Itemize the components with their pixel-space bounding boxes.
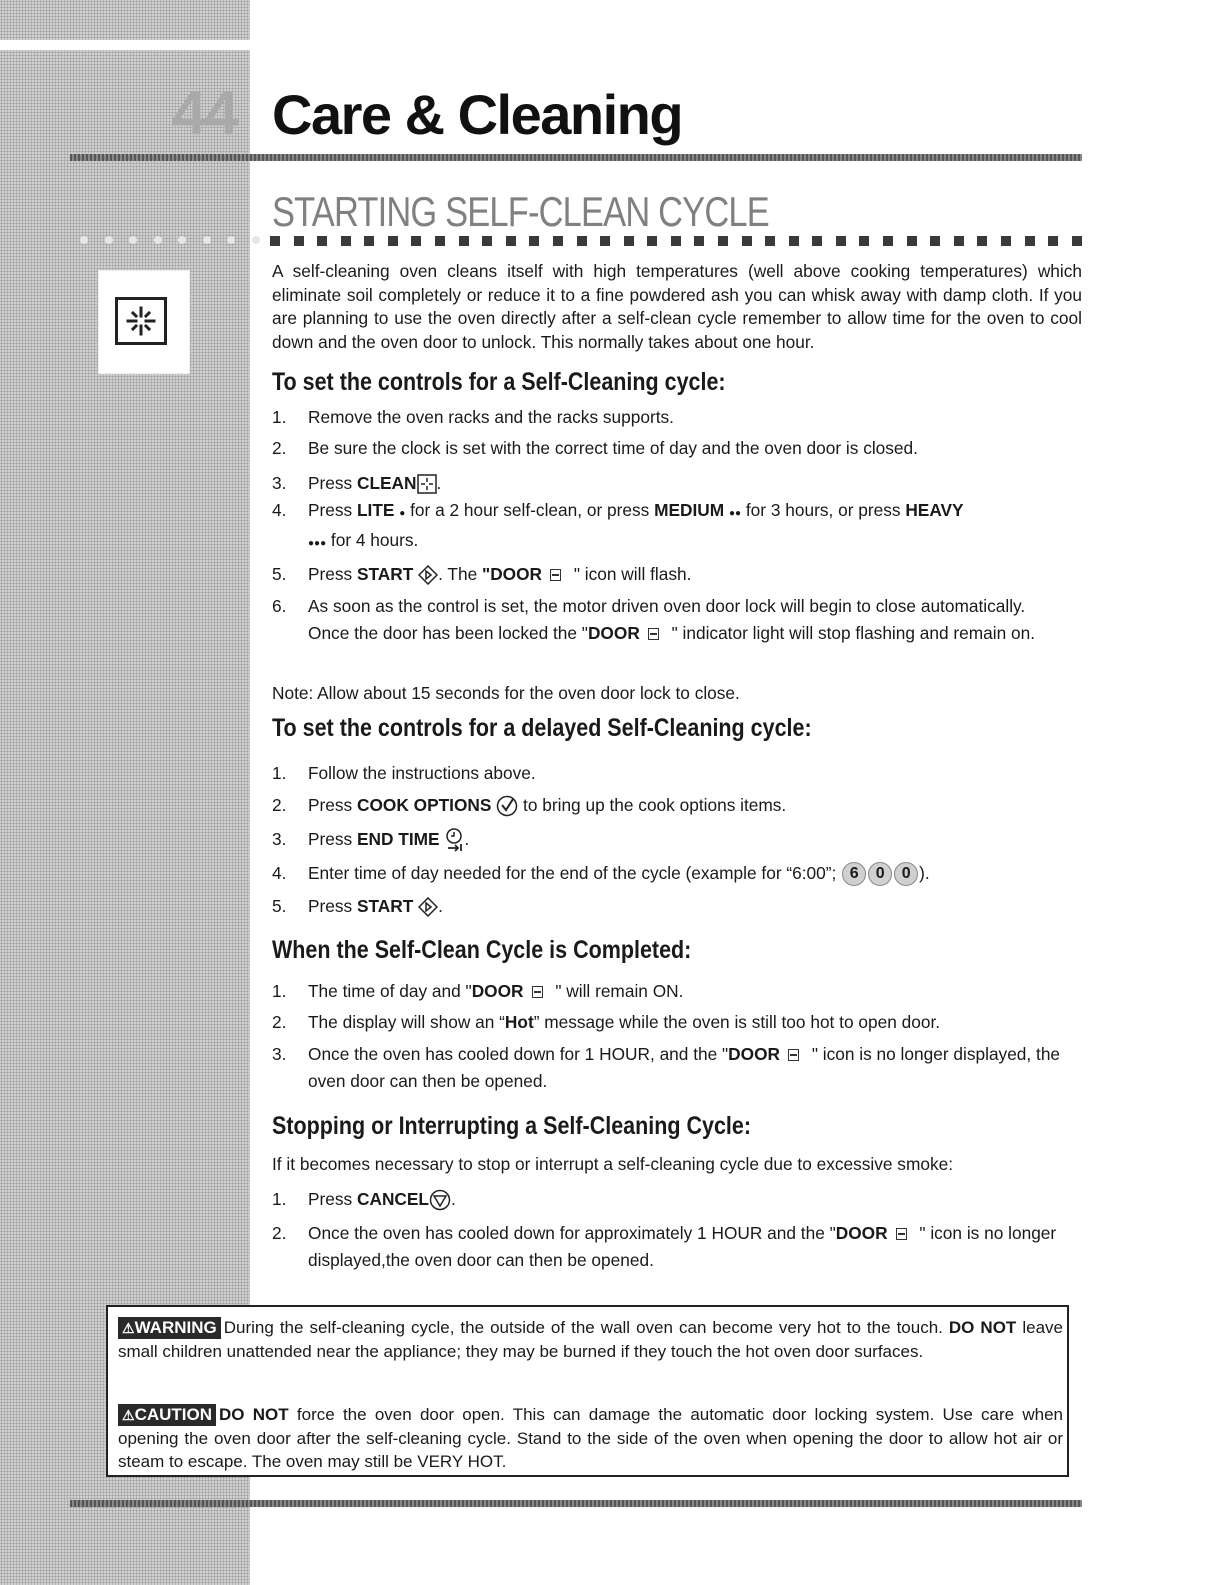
door-lock-icon — [788, 1049, 799, 1061]
cook-options-icon — [496, 795, 518, 817]
digit-key: 0 — [868, 862, 892, 886]
note: Note: Allow about 15 seconds for the oven door lock to close. — [272, 683, 740, 703]
chapter-title: Care & Cleaning — [272, 83, 683, 146]
safety-notice-box — [106, 1305, 1069, 1477]
door-lock-icon — [550, 569, 561, 581]
warning-triangle-icon: ⚠ — [122, 1320, 135, 1336]
start-icon — [418, 897, 438, 917]
digit-key: 0 — [894, 862, 918, 886]
end-time-icon — [444, 828, 464, 852]
warning-tag: ⚠WARNING — [118, 1317, 221, 1339]
stopping-intro: If it becomes necessary to stop or interrupt a self-cleaning cycle due to excessive smoke: — [272, 1154, 954, 1174]
caution-tag: ⚠CAUTION — [118, 1404, 216, 1426]
strip-gap — [0, 40, 250, 50]
door-lock-icon — [896, 1228, 907, 1240]
heading-set-controls: To set the controls for a Self-Cleaning cycle: — [272, 368, 726, 396]
heading-completed: When the Self-Clean Cycle is Completed: — [272, 936, 692, 964]
digit-key: 6 — [842, 862, 866, 886]
heading-delayed: To set the controls for a delayed Self-Cleaning cycle: — [272, 714, 812, 742]
cancel-icon — [429, 1189, 451, 1211]
top-rule — [70, 154, 1082, 161]
square-divider — [270, 236, 1082, 248]
section-title: STARTING SELF-CLEAN CYCLE — [272, 188, 769, 235]
door-lock-icon — [648, 628, 659, 640]
bottom-rule — [70, 1500, 1082, 1507]
self-clean-icon — [98, 270, 190, 374]
caution-triangle-icon: ⚠ — [122, 1407, 135, 1423]
warning-paragraph: ⚠WARNING During the self-cleaning cycle, the outside of the wall oven can become very hot to the touch. DO NOT leave small children unattended near the appliance; they may be burned if they touch the hot oven door surfaces. — [118, 1318, 1063, 1361]
dot-indicator-3: ●●● — [308, 538, 327, 549]
heading-stopping: Stopping or Interrupting a Self-Cleaning Cycle: — [272, 1112, 752, 1140]
dot-indicator-1: ● — [399, 508, 406, 519]
clean-key-icon — [417, 474, 437, 494]
sparkle-icon — [126, 306, 156, 336]
page-number: 44 — [172, 79, 237, 148]
dot-indicator-2: ●● — [728, 508, 742, 519]
door-lock-icon — [532, 986, 543, 998]
caution-paragraph: ⚠CAUTION DO NOT force the oven door open. This can damage the automatic door locking system. Use care when opening the oven door after the self-cleaning cycle. Stand to the side of the oven when opening the door to allow hot air or steam to escape. The oven may still be VERY HOT. — [118, 1405, 1063, 1471]
section-intro: A self-cleaning oven cleans itself with high temperatures (well above cooking temperatures) which eliminate soil completely or reduce it to a fine powdered ash you can whisk away with damp cloth. If you are planning to use the oven directly after a self-clean cycle remember to allow time for the oven to cool down and the oven door to unlock. This normally takes about one hour. — [272, 261, 1082, 352]
start-icon — [418, 565, 438, 585]
dot-row-left — [80, 236, 260, 246]
